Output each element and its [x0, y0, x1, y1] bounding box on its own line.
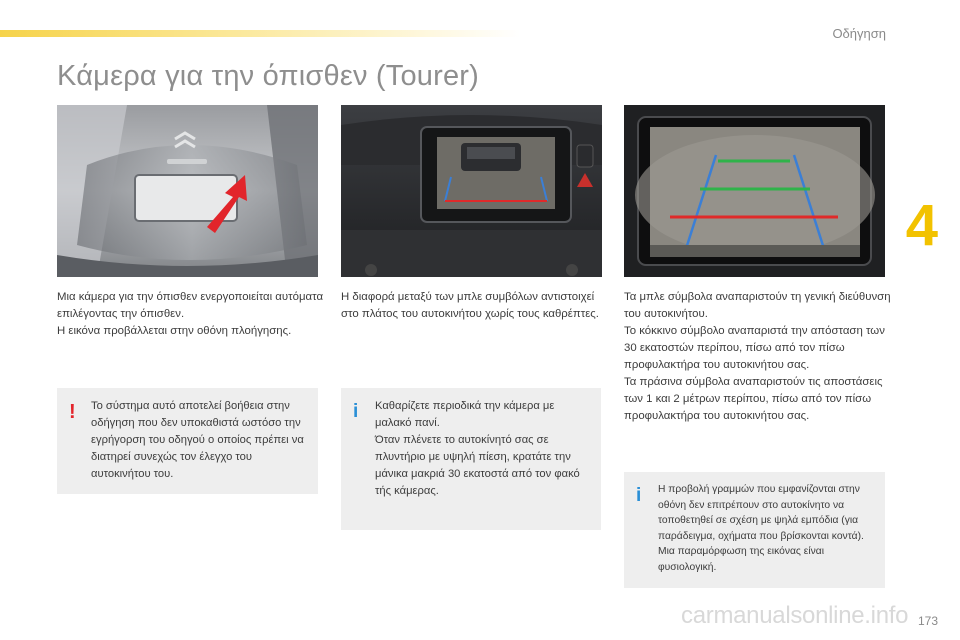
text-line: Μια κάμερα για την όπισθεν ενεργοποιείται αυτόματα επιλέγοντας την όπισθεν.: [57, 291, 324, 320]
tailgate-camera-photo: [57, 105, 318, 277]
distortion-info-note: [624, 472, 885, 588]
info-icon: i: [353, 401, 359, 422]
cleaning-info-note: [341, 388, 601, 530]
distortion-info-text: [658, 482, 877, 576]
text-line: Η εικόνα προβάλλεται στην οθόνη πλοήγησης.: [57, 325, 292, 337]
text-line: Τα μπλε σύμβολα αναπαριστούν τη γενική διεύθυνση του αυτοκινήτου.: [624, 291, 891, 320]
section-label: Οδήγηση: [832, 26, 886, 41]
blue-symbols-width-text: [341, 289, 609, 323]
page-number: 173: [917, 614, 938, 628]
cleaning-info-text: [375, 398, 593, 500]
text-line: Η διαφορά μεταξύ των μπλε συμβόλων αντιστοιχεί στο πλάτος του αυτοκινήτου χωρίς τους καθρέπτες.: [341, 291, 599, 320]
text-line: Το σύστημα αυτό αποτελεί βοήθεια στην οδήγηση που δεν υποκαθιστά ωστόσο την εγρήγορση του οδηγού ο οποίος πρέπει να διατηρεί συνεχώς τον έλεγχο του αυτοκινήτου του.: [91, 400, 304, 480]
watermark: carmanualsonline.info: [681, 602, 909, 629]
page-title: Κάμερα για την όπισθεν (Tourer): [57, 60, 480, 92]
text-line: Η προβολή γραμμών που εμφανίζονται στην οθόνη δεν επιτρέπουν στο αυτοκίνητο να τοποθετηθεί σε σχέση με ψηλά εμπόδια (για παράδειγμα, οχήματα που βρίσκονται κοντά). Μια παραμόρφωση της εικόνας είναι φυσιολογική.: [658, 484, 864, 573]
rear-view-display-photo: [624, 105, 885, 277]
info-icon: i: [636, 485, 642, 506]
dashboard-screen-photo: [341, 105, 602, 277]
warning-icon: !: [69, 401, 76, 423]
header-accent-bar: [0, 30, 520, 37]
text-line: Καθαρίζετε περιοδικά την κάμερα με μαλακό πανί.: [375, 400, 555, 429]
text-line: Τα πράσινα σύμβολα αναπαριστούν τις αποστάσεις των 1 και 2 μέτρων περίπου, πίσω από τον πίσω προφυλακτήρα του αυτοκινήτου σας.: [624, 376, 883, 422]
camera-activation-text: [57, 289, 325, 340]
warning-note: [57, 388, 318, 494]
warning-note-text: [91, 398, 310, 483]
chapter-number: 4: [905, 193, 938, 258]
guide-lines-explanation-text: [624, 289, 892, 425]
text-line: Όταν πλένετε το αυτοκίνητό σας σε πλυντήριο με υψηλή πίεση, κρατάτε την μάνικα μακριά 30 εκατοστά από τον φακό τής κάμερας.: [375, 434, 580, 497]
text-line: Το κόκκινο σύμβολο αναπαριστά την απόσταση των 30 εκατοστών περίπου, πίσω από τον πίσω προφυλακτήρα του αυτοκινήτου σας.: [624, 325, 885, 371]
